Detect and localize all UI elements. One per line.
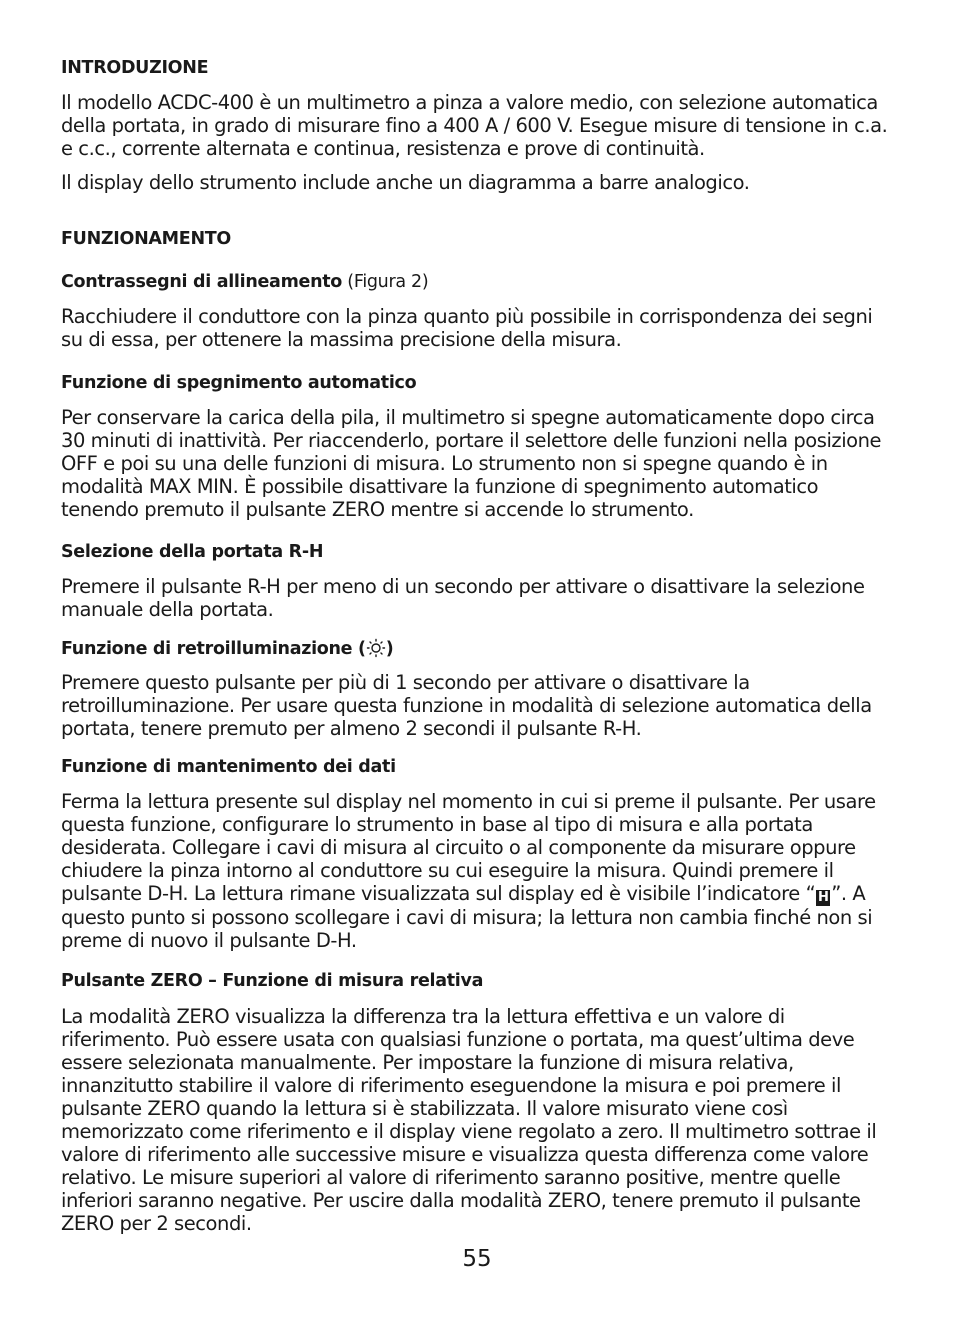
hold-indicator-icon: H: [818, 890, 829, 905]
intro-text: Il modello ACDC-400 è un multimetro a pinza a valore medio, con selezione automatica della portata, in grado di misurare fino a 400 A / 600 V. Esegue misure di tensione in c.a. e c.c., corrente alternata e continua, resistenza e prove di continuità.: [61, 91, 888, 160]
backlight-sun-icon: [366, 638, 386, 658]
spegnimento-text: Per conservare la carica della pila, il multimetro si spegne automaticamente dopo circa 30 minuti di inattività. Per riaccenderlo, portare il selettore delle funzioni nella posizione OFF e poi su una delle funzioni di misura. Lo strumento non si spegne quando è in modalità MAX MIN. È possibile disattivare la funzione di spegnimento automatico tenendo premuto il pulsante ZERO mentre si accende lo strumento.: [61, 406, 882, 521]
page-number: 55: [462, 1246, 492, 1272]
mantenimento-text-after: ”. A questo punto si possono scollegare i cavi di misura; la lettura non cambia finché non si preme di nuovo il pulsante D-H.: [61, 882, 873, 952]
zero-paragraph: [61, 1005, 899, 1235]
mantenimento-text: [61, 790, 899, 952]
retro-text: Premere questo pulsante per più di 1 secondo per attivare o disattivare la retroilluminazione. Per usare questa funzione in modalità di selezione automatica della portata, tenere premuto per almeno 2 secondi il pulsante R-H.: [61, 671, 872, 740]
retro-paragraph: [61, 671, 899, 740]
portata-title: Selezione della portata R-H: [61, 542, 324, 562]
zero-text: La modalità ZERO visualizza la differenza tra la lettura effettiva e un valore di riferimento. Può essere usata con qualsiasi funzione o portata, ma quest’ultima deve essere selezionata manualmente. Per impostare la funzione di misura relativa, innanzitutto stabilire il valore di riferimento eseguendone la misura e poi premere il pulsante ZERO quando la lettura si è stabilizzata. Il valore misurato viene così memorizzato come riferimento e il display viene regolato a zero. Il multimetro sottrae il valore di riferimento alle successive misure e visualizza questa differenza come valore relativo. Le misure superiori al valore di riferimento saranno positive, mentre quelle inferiori saranno negative. Per uscire dalla modalità ZERO, tenere premuto il pulsante ZERO per 2 secondi.: [61, 1005, 877, 1235]
funzionamento-heading: FUNZIONAMENTO: [61, 229, 232, 249]
spegnimento-paragraph: [61, 406, 899, 521]
mantenimento-text-before: Ferma la lettura presente sul display nel momento in cui si preme il pulsante. Per usare questa funzione, configurare lo strumento in base al tipo di misura e alla portata desiderata. Collegare i cavi di misura al circuito o al componente da misurare oppure chiudere la pinza intorno al conduttore su cui eseguire la misura. Quindi premere il pulsante D-H. La lettura rimane visualizzata sul display ed è visibile l’indicatore “: [61, 790, 876, 905]
mantenimento-title: Funzione di mantenimento dei dati: [61, 757, 396, 777]
intro-heading: INTRODUZIONE: [61, 58, 209, 78]
portata-text: Premere il pulsante R-H per meno di un secondo per attivare o disattivare la selezione manuale della portata.: [61, 575, 865, 621]
spegnimento-title: Funzione di spegnimento automatico: [61, 373, 417, 393]
allineamento-title: [61, 272, 428, 292]
allineamento-title-main: Contrassegni di allineamento: [61, 272, 343, 292]
retro-title-after: ): [385, 639, 394, 659]
allineamento-text: Racchiudere il conduttore con la pinza quanto più possibile in corrispondenza dei segni su di essa, per ottenere la massima precisione della misura.: [61, 305, 873, 351]
allineamento-title-suffix: (Figura 2): [342, 272, 429, 292]
zero-title: Pulsante ZERO – Funzione di misura relativa: [61, 971, 484, 991]
portata-paragraph: [61, 575, 899, 621]
intro-paragraph-2: [61, 171, 899, 194]
intro-paragraph: [61, 91, 899, 160]
intro-text-2: Il display dello strumento include anche un diagramma a barre analogico.: [61, 171, 750, 194]
allineamento-paragraph: [61, 305, 899, 351]
mantenimento-paragraph: [61, 790, 899, 952]
retro-title: [61, 638, 393, 659]
retro-title-before: Funzione di retroilluminazione (: [61, 639, 366, 659]
